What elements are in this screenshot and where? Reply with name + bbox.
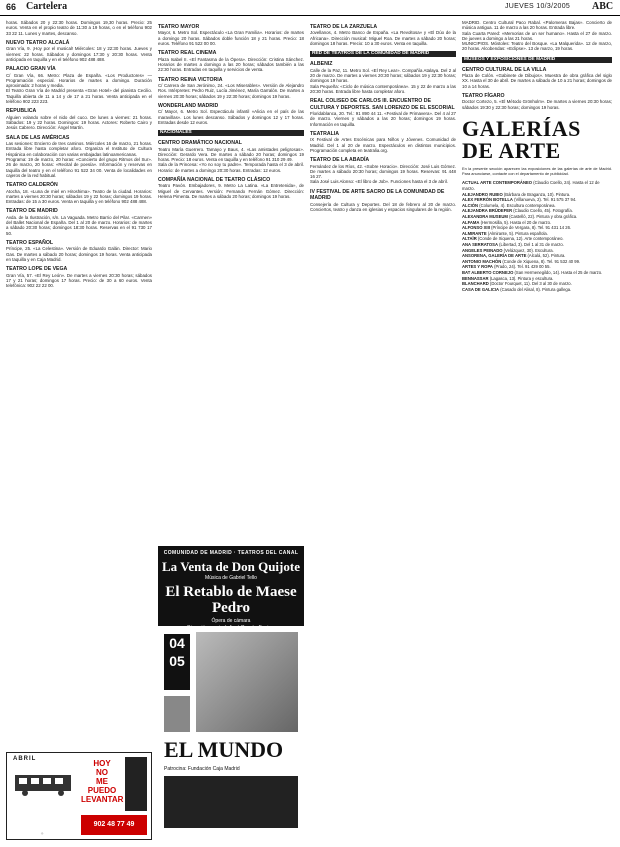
train-illustration-icon	[13, 765, 73, 801]
venue-heading: WONDERLAND MADRID	[158, 102, 219, 109]
venue-heading: ALBENIZ	[310, 61, 333, 68]
listing-text: MUNICIPIOS. Móstoles: Teatro del Bosque. «La Malquerida». 12 de marzo, 20 horas. Alcobendas: «Eclipse». 13 de marzo, 19 horas.	[462, 41, 612, 52]
gallery-name: ANTONIO MACHÓN	[462, 258, 502, 264]
ad-artwork	[164, 776, 298, 828]
advertisement-hoy-no-me-puedo-levantar	[6, 752, 152, 840]
section-band: RED DE TEATROS DE LA COMUNIDAD DE MADRID	[310, 51, 456, 57]
listing-text: Consejería de Cultura y Deportes. Del 18 de febrero al 20 de marzo. Conciertos, teatro y danza en iglesias y espacios singulares de la región.	[310, 201, 456, 212]
listing-text: Programa: 19 de marzo, 20 horas: «Concierto del grupo Ritmos del Sur». 26 de marzo, 20 horas: «Recital de poesía». Información y reservas en taquilla del teatro y en el teléfono 91 522 34 00. Venta de localidades en cajeros de la red habitual.	[6, 156, 152, 178]
gallery-details: (Conde de Xiquena, 8). Tel. 91 532 40 99.	[501, 258, 581, 264]
gallery-details: (Bárbara de Braganza, 10). Pintura.	[502, 191, 571, 197]
ad-top-text: COMUNIDAD DE MADRID · TEATROS DEL CANAL	[163, 550, 299, 556]
listing-text: C/ Carrera de San Jerónimo, 24. «Los Miserables». Versión de Alejandro Ros. Intérpretes: Pedro Ruiz, Lucía Jiménez, María Garralón. De martes a viernes 20:30 horas; sábados 19 y 22:30 horas; domingos 19 horas.	[158, 83, 304, 99]
venue-heading: TEATRO REINA VICTORIA	[158, 76, 223, 83]
gallery-details: (Libertad, 3). Del 1 al 31 de marzo.	[497, 242, 564, 248]
gallery-listing	[462, 287, 612, 293]
gallery-name: ANSORENA, GALERÍA DE ARTE	[462, 253, 527, 259]
gallery-name: ALCIÓN	[462, 202, 479, 208]
listing-text: Teatro Pavón. Embajadores, 9. Metro La Latina. «La Entretenida», de Miguel de Cervantes. Versión: Fernando Fernán Gómez. Dirección: Helena Pimenta. De martes a sábado 20 horas; domingos 19 horas.	[158, 183, 304, 200]
venue-heading: TEATRO MAYOR	[158, 24, 200, 30]
venue-heading: IV FESTIVAL DE ARTE SACRO DE LA COMUNIDAD DE MADRID	[310, 188, 445, 202]
gallery-listing	[462, 180, 612, 191]
listing-text: Doctor Cortezo, 5. «El Método Grönholm». De martes a viernes 20:30 horas; sábados 19:30 y 22:30 horas; domingos 19 horas.	[462, 99, 612, 110]
gallery-name: ALEX FERRÓN BOTELLA	[462, 197, 513, 203]
venue-heading: REAL COLISEO DE CARLOS III. ENCUENTRO DE CULTURA Y DEPORTES. SAN LORENZO DE EL ESCORIAL	[310, 98, 455, 111]
gallery-details: (Claudio Coello, 45). Fotografía.	[512, 208, 573, 214]
gallery-details: (Columela, 4). Escultura contemporánea.	[478, 202, 556, 208]
listing-text: Sala José Luis Alonso: «El libro de Job». Funciones hasta el 3 de abril.	[310, 179, 448, 185]
watermark: ·	[35, 825, 49, 841]
listing-text: Príncipe, 25. «La Celestina». Versión de Eduardo Galán. Director: Mario Gas. De martes a sábado 20 horas; domingos 19 horas. Venta anticipada en taquilla y en Caja Madrid.	[6, 246, 152, 263]
venue-heading: TEATRALIA	[310, 130, 340, 137]
venue-heading: TEATRO DE MADRID	[6, 208, 58, 215]
venue-heading: CENTRO DRAMÁTICO NACIONAL	[158, 140, 242, 147]
venue-heading: TEATRO LOPE DE VEGA	[6, 266, 68, 273]
gallery-details: (Conde de Xiquena, 12). Arte contemporáneo.	[476, 236, 564, 242]
gallery-details: (Castelló, 22). Pintura y obra gráfica.	[507, 214, 578, 220]
listing-text: El Teatro Gran Vía de Madrid presenta «Gran Hotel» del pianista Cecilio. Taquilla abierta de 11 a 14 y de 17 a 21 horas. Venta anticipada en el teléfono 902 223 223.	[6, 88, 152, 105]
gallery-name: CASA DE GALICIA	[462, 286, 500, 292]
page-header	[0, 0, 620, 16]
section-band: NACIONALES	[158, 130, 304, 136]
venue-heading: TEATRO CALDERÓN	[6, 182, 58, 189]
newspaper-logo: ABC	[592, 1, 614, 12]
listing-text: Plaza de Colón. «Gabinete de Dibujos». Muestra de obra gráfica del siglo XX. Hasta el 30 de abril. De martes a sábado de 10 a 21 horas; domingos de 10 a 14 horas.	[462, 73, 612, 89]
gallery-name: ALMIRANTE	[462, 230, 487, 236]
venue-heading: SALA DE LAS AMÉRICAS	[6, 134, 70, 141]
gallery-name: ARTES Y ROPA	[462, 264, 493, 270]
ad-sponsor-logo: EL MUNDO	[164, 737, 284, 762]
gallery-name: BENNASSAR	[462, 275, 489, 281]
gallery-details: (Almirante, 5). Pintura española.	[486, 230, 548, 236]
section-band: MUSEOS Y EXPOSICIONES DE MADRID	[462, 57, 612, 63]
gallery-name: ALFONSO XIII	[462, 225, 490, 231]
ad-image-panel	[158, 626, 304, 836]
ad-title-2: El Retablo de Maese Pedro	[165, 584, 297, 616]
gallery-name: BAT ALBERTO CORNEJO	[462, 269, 514, 275]
listing-text: Gran Vía, 9. ¡Hoy por el musical! Miércoles: 18 y 22:30 horas. Jueves y viernes: 22 horas. Sábados y domingos 17:30 y 20:30 horas. Venta anticipada en taquilla y en el teléfono 902 488 488.	[6, 46, 152, 62]
venue-heading: TEATRO FÍGARO	[462, 93, 505, 100]
venue-heading: CENTRO CULTURAL DE LA VILLA	[462, 66, 547, 73]
listing-text: Alguien volando sobre el nido del cuco. De lunes a viernes: 21 horas. Sábados: 19 y 22 horas. Domingos: 19 horas. Actores: Roberto Cairo y Jesús Cabrero. Dirección: Ángel Martín.	[6, 114, 152, 131]
gallery-details: (Lagasca, 13). Pintura y escultura.	[488, 275, 554, 281]
page-number: 66	[6, 2, 17, 12]
advertisement-don-quijote	[158, 546, 304, 836]
listing-text: Plaza Isabel II. «El Fantasma de la Ópera». Dirección: Cristina Sánchez. Horarios de martes a domingo a las 20 horas; sábados también a las 22:30 horas. Entradas en taquilla y servicios de venta.	[158, 56, 304, 73]
venue-heading: REPUBLICA	[6, 108, 37, 115]
gallery-details: (San Hermenegildo, 14). Hasta el 25 de marzo.	[513, 269, 603, 275]
gallery-name: ALFAMA	[462, 219, 480, 225]
venue-heading: COMPAÑÍA NACIONAL DE TEATRO CLÁSICO	[158, 177, 271, 184]
gallery-details: (Doctor Fourquet, 11). Del 3 al 30 de marzo.	[488, 281, 572, 287]
ad-phone-number: 902 48 77 49	[81, 815, 147, 835]
gallery-details: (Prado, 24). Tel. 91 429 00 55.	[492, 264, 551, 270]
gallery-name: ALTAÏR	[462, 236, 477, 242]
listing-text: Mayor, 6. Metro Sol. Espectáculo «La Gran Familia». Horarios: de martes a domingo 20 horas. Sábados doble función 18 y 21 horas. Precio: 18 euros. Teléfono 91 522 00 00.	[158, 30, 304, 46]
listing-text: C/ Gran Vía, 66. Metro: Plaza de España. «Los Productores» — Programación especial. Horarios de martes a domingo. Duración aproximada: 2 horas y media.	[6, 72, 152, 89]
gallery-details: (Alcalá, 52). Pintura.	[526, 253, 566, 259]
listing-text: Calle de la Paz, 11. Metro Sol. «El Rey Lear». Compañía Atalaya. Del 2 al 20 de marzo. De martes a viernes 20:30 horas; sábados 19 y 22:30 horas; domingos 19 horas.	[310, 67, 456, 84]
listing-text: Sala de la Princesa: «Yo no soy tu padre». Temporada hasta el 3 de abril. Horario: de martes a domingo 20:30 horas. Entradas: 12 euros.	[158, 162, 304, 173]
ad-dates: 04 05	[164, 634, 190, 690]
listing-text: Las sesiones: Encierro de tres caminos. Miércoles 16 de marzo, 21 horas. Entrada libre hasta completar aforo. Organiza el Instituto de Cultura Hispánica en colaboración con varias embajadas latinoamericanas.	[6, 141, 152, 157]
column-3	[310, 20, 456, 846]
venue-heading: NUEVO TEATRO ALCALÁ	[6, 39, 70, 46]
listing-text: Sala Cuarta Pared: «Memorias de un ser humano». Hasta el 27 de marzo. De jueves a domingo a las 21 horas.	[462, 30, 612, 41]
ad-photo	[196, 632, 298, 732]
venue-heading: TEATRO DE LA ZARZUELA	[310, 24, 378, 30]
listing-text: Gran Vía, 57. «El Rey León». De martes a viernes 20:30 horas; sábados 17 y 21 horas; domingos 17 horas. Precio: de 30 a 60 euros. Venta telefónica: 902 22 22 00.	[6, 272, 152, 289]
gallery-name: ACTUAL ARTE CONTEMPORÁNEO	[462, 180, 533, 186]
venue-heading: TEATRO REAL CINEMA	[158, 50, 217, 57]
listing-text: Avda. de la Ilustración, s/n. La Vaguada. Metro Barrio del Pilar. «Carmen» del Ballet Nacional de España. Del 1 al 20 de marzo. Horarios: de martes a sábado 20:30 horas; domingos 18:30 horas. Reservas en el 91 730 17 50.	[6, 214, 152, 236]
gallery-details: (Claudio Coello, 24). Hasta el 12 de marzo.	[462, 180, 600, 192]
ad-title-1: La Venta de Don Quijote	[162, 559, 300, 574]
galleries-intro: En la presente sección aparecen las exposiciones de las galerías de arte de Madrid. Para anunciarse, contacte con el departamento de publicidad.	[462, 166, 612, 176]
venue-heading: PALACIO GRAN VÍA	[6, 66, 56, 73]
section-title: Cartelera	[26, 1, 68, 12]
listing-text: horas. Sábados 20 y 22:30 horas. Domingos 19,30 horas. Precio: 25 euros. Venta en el propio teatro de 11:30 a 19 horas, o en el teléfono 902 33 22 11. Lunes y martes, descanso.	[6, 20, 152, 36]
ad-brand: ABRIL	[13, 756, 37, 762]
galleries-title: GALERÍAS DE ARTE	[462, 116, 581, 164]
venue-heading: TEATRO DE LA ABADÍA	[310, 157, 370, 164]
gallery-name: ALEJANDRO RUBIO	[462, 191, 503, 197]
ad-subtitle-2: Ópera de cámara	[211, 618, 251, 624]
listing-text: Fernández de los Ríos, 42. «Sobre Horacio». Dirección: José Luis Gómez. De martes a sábado 20:30 horas; domingos 19 horas. Reservas: 91 448 16 27.	[310, 163, 456, 180]
gallery-details: (Villanueva, 2). Tel. 91 575 37 94.	[512, 197, 577, 203]
listing-text: Atocha, 18. «Luna de miel en Hiroshima». Teatro de la ciudad. Horarios: martes a viernes 20:30 horas; sábados 19 y 22 horas; domingos 19 horas. Entradas: de 15 a 30 euros. Venta en taquilla y en teléfono 902 488 488.	[6, 188, 152, 205]
listing-text: C/ Mayor, 6. Metro Sol. Espectáculo infantil «Alicia en el país de las maravillas». Los lunes descanso. Sábados y domingos 12 y 17 horas. Entradas desde 12 euros.	[158, 109, 304, 125]
gallery-details: (Casado del Alisal, 8). Pintura gallega.	[499, 286, 572, 292]
gallery-details: (Hermosilla, 5). Hasta el 20 de marzo.	[479, 219, 552, 225]
ad-sponsor-text: Patrocina: Fundación Caja Madrid	[164, 766, 240, 772]
venue-heading: TEATRO ESPAÑOL	[6, 240, 54, 247]
issue-date: JUEVES 10/3/2005	[505, 3, 571, 10]
gallery-name: ALEXANDRA MUSEUM	[462, 214, 508, 220]
gallery-details: (Príncipe de Vergara, 8). Tel. 91 431 14 26.	[489, 225, 572, 231]
listing-text: Sala Pequeña: «Ciclo de música contemporánea». 15 y 22 de marzo a las 20:30 horas. Entrada libre hasta completar aforo.	[310, 83, 456, 94]
listing-text: Teatro María Guerrero. Tamayo y Baus, 4. «Las amistades peligrosas». Dirección: Gerardo Vera. De martes a sábado 20 horas; domingos 19 horas. Precio: 18 euros. Venta en taquilla y en teléfono 91 310 29 49.	[158, 146, 304, 163]
listing-text: MADRID. Centro Cultural Paco Rabal. «Palomeras Bajas». Concierto de música antigua. 11 de marzo a las 20 horas. Entrada libre.	[462, 20, 612, 31]
gallery-name: ANGELES PEINADO	[462, 247, 503, 253]
gallery-name: ANA SERRATOSA	[462, 242, 498, 248]
ad-photo-small	[164, 696, 190, 732]
ad-subtitle-1: Música de Gabriel Tello	[205, 575, 257, 581]
listing-text: IX Festival de Artes Escénicas para Niños y Jóvenes. Comunidad de Madrid. Del 1 al 20 de marzo. Espectáculos en distintos municipios. Programación completa en teatralia.org.	[310, 137, 456, 153]
listing-text: Floridablanca, 20. Tel.: 91 890 44 11. «Festival de Primavera». Del 4 al 27 de marzo. Viernes y sábados a las 20 horas; domingos 19 horas. Información en taquilla.	[310, 111, 456, 127]
ad-dark-panel	[125, 757, 147, 811]
column-1	[6, 20, 152, 648]
ad-headline: HOY NO ME PUEDO LEVANTAR	[81, 759, 124, 804]
gallery-name: ALEJANDRA BRÜDEFER	[462, 208, 513, 214]
gallery-name: BLANCHARD	[462, 281, 489, 287]
listing-text: Jovellanos, 4. Metro Banco de España. «La Revoltosa» y «El Dúo de la Africana». Dirección musical: Miguel Roa. De martes a sábado 20 horas; domingos 18 horas. Precio: 10 a 30 euros. Venta en taquilla.	[310, 30, 456, 46]
gallery-details: (Velázquez, 30). Escultura.	[502, 247, 554, 253]
column-4	[462, 20, 612, 846]
